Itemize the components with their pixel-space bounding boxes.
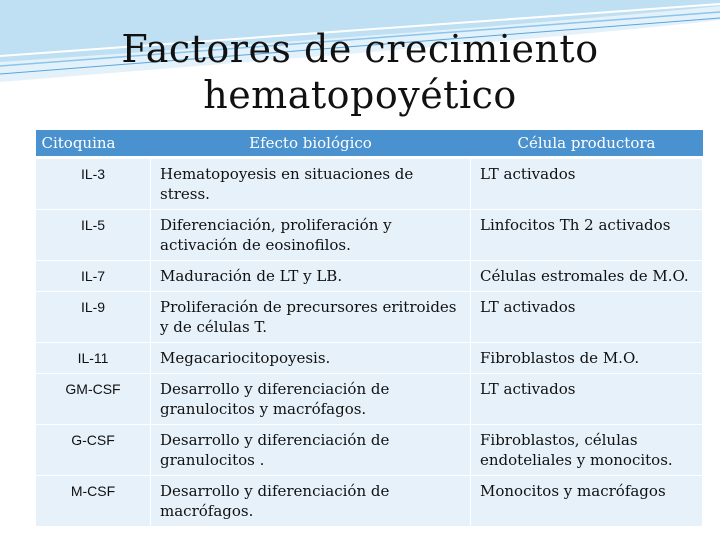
table-row [36,425,703,476]
cell-celula: Linfocitos Th 2 activados [471,210,703,261]
cell-efecto: Proliferación de precursores eritroides y de células T. [151,292,471,343]
cell-efecto: Maduración de LT y LB. [151,261,471,292]
cell-citoquina: IL-11 [36,343,151,374]
cell-efecto: Desarrollo y diferenciación de granulocitos y macrófagos. [151,374,471,425]
table-row [36,374,703,425]
cell-citoquina: GM-CSF [36,374,151,425]
table-row [36,292,703,343]
cell-citoquina: IL-3 [36,158,151,210]
cell-efecto: Desarrollo y diferenciación de macrófagos. [151,476,471,527]
cell-citoquina: G-CSF [36,425,151,476]
growth-factors-table [35,130,703,527]
table-row [36,261,703,292]
table-row [36,343,703,374]
title-line-2: hematopoyético [203,73,517,117]
cell-efecto: Hematopoyesis en situaciones de stress. [151,158,471,210]
cell-efecto: Desarrollo y diferenciación de granulocitos . [151,425,471,476]
cell-celula: Células estromales de M.O. [471,261,703,292]
header-efecto: Efecto biológico [151,130,471,158]
cell-celula: Fibroblastos de M.O. [471,343,703,374]
cell-citoquina: IL-7 [36,261,151,292]
table-row [36,476,703,527]
header-citoquina: Citoquina [36,130,151,158]
cell-celula: LT activados [471,292,703,343]
header-celula: Célula productora [471,130,703,158]
cell-citoquina: M-CSF [36,476,151,527]
cell-citoquina: IL-5 [36,210,151,261]
cell-efecto: Diferenciación, proliferación y activación de eosinofilos. [151,210,471,261]
cell-celula: Fibroblastos, células endoteliales y monocitos. [471,425,703,476]
table-row [36,158,703,210]
cell-celula: LT activados [471,374,703,425]
page-title [0,26,720,118]
cell-efecto: Megacariocitopoyesis. [151,343,471,374]
cell-celula: Monocitos y macrófagos [471,476,703,527]
cell-citoquina: IL-9 [36,292,151,343]
cell-celula: LT activados [471,158,703,210]
title-line-1: Factores de crecimiento [121,27,599,71]
table-header-row [36,130,703,158]
table-row [36,210,703,261]
